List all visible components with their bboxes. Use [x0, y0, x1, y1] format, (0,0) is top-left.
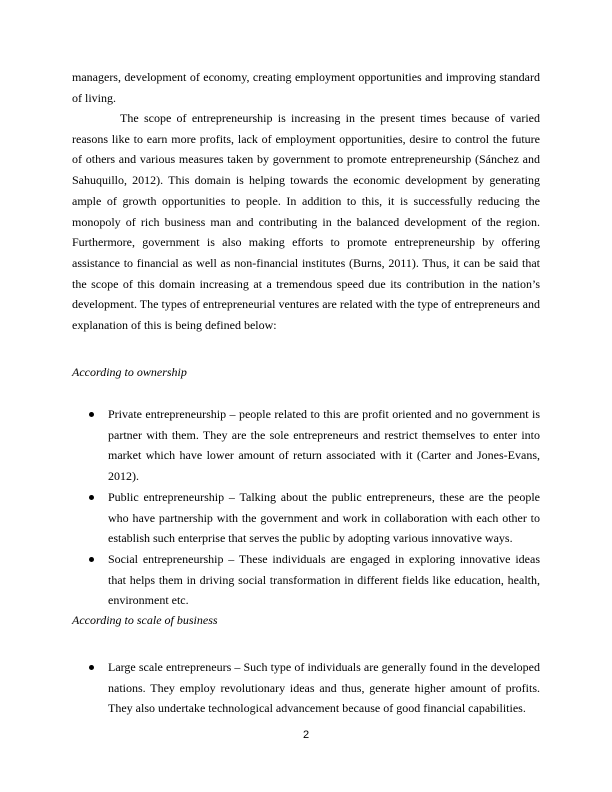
paragraph-continuation: managers, development of economy, creating employment opportunities and improving standard of living.: [72, 70, 540, 105]
list-item: [0, 487, 540, 549]
section-heading-scale: According to scale of business: [72, 613, 218, 627]
list-item-text: Large scale entrepreneurs – Such type of individuals are generally found in the developed nations. They employ revolutionary ideas and thus, generate higher amount of profits. They also undertake technological advancement because of good financial capabilities.: [108, 660, 540, 716]
list-item-text: Social entrepreneurship – These individuals are engaged in exploring innovative ideas that helps them in driving social transformation in different fields like education, health, environment etc.: [108, 551, 540, 608]
bullet-icon: [89, 557, 94, 562]
bullet-icon: [89, 412, 94, 417]
bullet-list-scale: [0, 657, 540, 719]
bullet-list-ownership: [0, 404, 540, 611]
section-heading-ownership: According to ownership: [72, 365, 187, 379]
bullet-icon: [89, 665, 94, 670]
list-item: [0, 657, 540, 719]
list-item-text: Private entrepreneurship – people related to this are profit oriented and no government is partner with them. They are the sole entrepreneurs and restrict themselves to enter into market which have lower amount of return associated with it (Carter and Jones-Evans, 2012).: [108, 407, 540, 484]
bullet-icon: [89, 495, 94, 500]
list-item: [0, 549, 540, 611]
list-item-text: Public entrepreneurship – Talking about the public entrepreneurs, these are the people who have partnership with the government and work in collaboration with each other to establish such enterprise that serves the public by adopting various innovative ways.: [108, 489, 540, 546]
page-number: 2: [302, 729, 310, 741]
paragraph-scope: The scope of entrepreneurship is increasing in the present times because of varied reasons like to earn more profits, lack of employment opportunities, desire to control the future of others and various measures taken by government to promote entrepreneurship (Sánchez and Sahuquillo, 2012). This domain is helping towards the economic development by generating ample of growth opportunities to people. In addition to this, it is successfully reducing the monopoly of rich business man and contributing in the balanced development of the region. Furthermore, government is also making efforts to promote entrepreneurship by offering assistance to financial as well as non-financial institutes (Burns, 2011). Thus, it can be said that the scope of this domain increasing at a tremendous speed due its contribution in the nation’s development. The types of entrepreneurial ventures are related with the type of entrepreneurs and explanation of this is being defined below:: [72, 111, 540, 333]
list-item: [0, 404, 540, 487]
